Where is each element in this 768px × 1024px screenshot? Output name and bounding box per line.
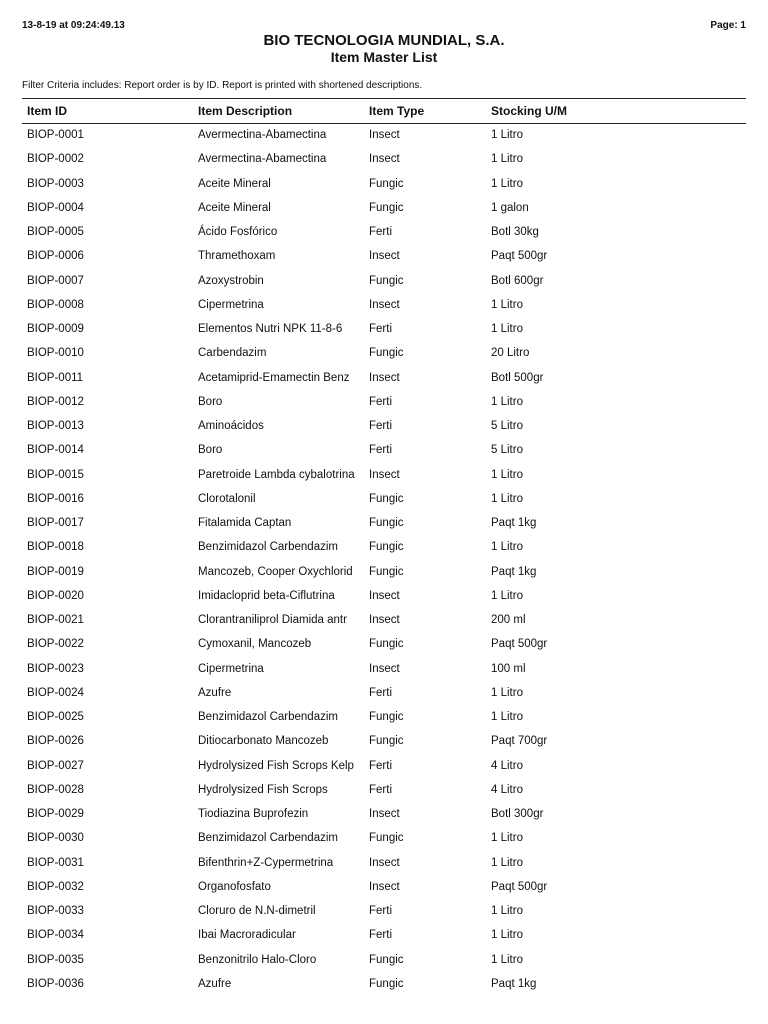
stocking-um-cell: Paqt 1kg — [491, 977, 537, 990]
stocking-um-cell: Paqt 1kg — [491, 517, 537, 529]
stocking-um-cell: 1 Litro — [491, 129, 523, 141]
stocking-um-cell: 1 galon — [491, 201, 529, 214]
stocking-um-cell: 5 Litro — [491, 420, 523, 432]
item-type-cell: Insect — [369, 589, 400, 602]
table-row — [0, 611, 768, 635]
item-type-cell: Fungic — [369, 565, 404, 578]
stocking-um-cell: 4 Litro — [491, 759, 523, 772]
item-type-cell: Insect — [369, 298, 400, 311]
item-type-cell: Insect — [369, 129, 400, 141]
table-row — [0, 878, 768, 902]
table-row — [0, 684, 768, 708]
item-id-cell: BIOP-0023 — [27, 662, 84, 675]
item-type-cell: Fungic — [369, 492, 404, 505]
item-description-cell: Elementos Nutri NPK 11-8-6 — [198, 323, 343, 335]
item-id-cell: BIOP-0004 — [27, 201, 84, 214]
stocking-um-cell: Paqt 500gr — [491, 250, 548, 263]
table-row — [0, 344, 768, 368]
column-header-stocking-um: Stocking U/M — [491, 104, 568, 118]
stocking-um-cell: Paqt 500gr — [491, 638, 548, 651]
item-id-cell: BIOP-0022 — [27, 638, 84, 651]
item-id-cell: BIOP-0033 — [27, 905, 84, 917]
item-id-cell: BIOP-0029 — [27, 808, 84, 820]
filter-criteria: Filter Criteria includes: Report order is by ID. Report is printed with shortened descriptions. — [22, 80, 423, 91]
table-row — [0, 247, 768, 271]
item-description-cell: Avermectina-Abamectina — [198, 153, 327, 166]
item-description-cell: Avermectina-Abamectina — [198, 129, 327, 141]
item-description-cell: Cymoxanil, Mancozeb — [198, 638, 312, 651]
item-id-cell: BIOP-0030 — [27, 832, 84, 845]
item-type-cell: Ferti — [369, 395, 392, 408]
page-number: Page: 1 — [710, 20, 746, 31]
item-id-cell: BIOP-0009 — [27, 323, 84, 335]
item-id-cell: BIOP-0010 — [27, 347, 84, 360]
item-type-cell: Fungic — [369, 638, 404, 651]
stocking-um-cell: 4 Litro — [491, 783, 523, 796]
item-description-cell: Organofosfato — [198, 880, 271, 893]
item-type-cell: Ferti — [369, 905, 392, 917]
table-row — [0, 635, 768, 659]
item-description-cell: Thramethoxam — [198, 250, 276, 263]
table-row — [0, 757, 768, 781]
item-type-cell: Insect — [369, 371, 400, 384]
column-header-item-type: Item Type — [369, 104, 425, 118]
table-row — [0, 199, 768, 223]
stocking-um-cell: 1 Litro — [491, 153, 523, 166]
stocking-um-cell: 1 Litro — [491, 953, 523, 966]
table-row — [0, 829, 768, 853]
item-type-cell: Insect — [369, 856, 400, 869]
item-type-cell: Ferti — [369, 444, 392, 457]
item-id-cell: BIOP-0006 — [27, 250, 84, 263]
stocking-um-cell: Botl 30kg — [491, 226, 539, 238]
item-id-cell: BIOP-0024 — [27, 686, 84, 699]
stocking-um-cell: 1 Litro — [491, 929, 523, 942]
item-description-cell: Boro — [198, 444, 223, 457]
item-id-cell: BIOP-0005 — [27, 226, 84, 238]
item-description-cell: Cipermetrina — [198, 662, 264, 675]
item-type-cell: Fungic — [369, 347, 404, 360]
stocking-um-cell: 1 Litro — [491, 468, 523, 481]
item-type-cell: Ferti — [369, 420, 392, 432]
item-id-cell: BIOP-0036 — [27, 977, 84, 990]
item-id-cell: BIOP-0018 — [27, 541, 84, 554]
item-id-cell: BIOP-0016 — [27, 492, 84, 505]
stocking-um-cell: 5 Litro — [491, 444, 523, 457]
item-id-cell: BIOP-0026 — [27, 735, 84, 748]
item-id-cell: BIOP-0035 — [27, 953, 84, 966]
stocking-um-cell: 200 ml — [491, 614, 526, 626]
item-id-cell: BIOP-0031 — [27, 856, 84, 869]
table-row — [0, 805, 768, 829]
item-description-cell: Paretroide Lambda cybalotrina — [198, 468, 355, 481]
stocking-um-cell: 1 Litro — [491, 711, 523, 723]
item-description-cell: Benzimidazol Carbendazim — [198, 541, 338, 554]
table-row — [0, 732, 768, 756]
item-id-cell: BIOP-0012 — [27, 395, 84, 408]
item-type-cell: Fungic — [369, 832, 404, 845]
stocking-um-cell: Botl 500gr — [491, 371, 544, 384]
item-description-cell: Mancozeb, Cooper Oxychlorid — [198, 565, 353, 578]
item-id-cell: BIOP-0020 — [27, 589, 84, 602]
item-description-cell: Ibai Macroradicular — [198, 929, 296, 942]
item-type-cell: Fungic — [369, 711, 404, 723]
stocking-um-cell: 1 Litro — [491, 541, 523, 554]
table-row — [0, 223, 768, 247]
item-id-cell: BIOP-0027 — [27, 759, 84, 772]
item-type-cell: Ferti — [369, 783, 392, 796]
item-type-cell: Insect — [369, 468, 400, 481]
item-id-cell: BIOP-0015 — [27, 468, 84, 481]
stocking-um-cell: 20 Litro — [491, 347, 530, 360]
table-row — [0, 296, 768, 320]
table-row — [0, 926, 768, 950]
item-description-cell: Boro — [198, 395, 223, 408]
table-row — [0, 781, 768, 805]
item-description-cell: Acetamiprid-Emamectin Benz — [198, 371, 350, 384]
item-description-cell: Benzimidazol Carbendazim — [198, 832, 338, 845]
item-type-cell: Insect — [369, 614, 400, 626]
item-description-cell: Hydrolysized Fish Scrops Kelp — [198, 759, 354, 772]
table-row — [0, 563, 768, 587]
item-id-cell: BIOP-0007 — [27, 274, 84, 287]
item-id-cell: BIOP-0013 — [27, 420, 84, 432]
stocking-um-cell: 1 Litro — [491, 323, 523, 335]
item-id-cell: BIOP-0011 — [27, 371, 84, 384]
item-type-cell: Insect — [369, 153, 400, 166]
stocking-um-cell: 1 Litro — [491, 492, 523, 505]
item-type-cell: Fungic — [369, 274, 404, 287]
item-type-cell: Fungic — [369, 541, 404, 554]
item-description-cell: Ácido Fosfórico — [198, 226, 278, 238]
item-description-cell: Aceite Mineral — [198, 201, 271, 214]
item-description-cell: Imidacloprid beta-Ciflutrina — [198, 589, 335, 602]
item-id-cell: BIOP-0025 — [27, 711, 84, 723]
stocking-um-cell: 1 Litro — [491, 905, 523, 917]
item-id-cell: BIOP-0008 — [27, 298, 84, 311]
item-type-cell: Ferti — [369, 929, 392, 942]
item-description-cell: Cipermetrina — [198, 298, 264, 311]
item-id-cell: BIOP-0014 — [27, 444, 84, 457]
item-type-cell: Insect — [369, 880, 400, 893]
table-row — [0, 660, 768, 684]
table-row — [0, 272, 768, 296]
table-row — [0, 902, 768, 926]
item-type-cell: Fungic — [369, 953, 404, 966]
report-timestamp: 13-8-19 at 09:24:49.13 — [22, 20, 125, 31]
table-row — [0, 514, 768, 538]
item-type-cell: Insect — [369, 808, 400, 820]
item-type-cell: Ferti — [369, 323, 392, 335]
item-description-cell: Carbendazim — [198, 347, 267, 360]
item-id-cell: BIOP-0021 — [27, 614, 84, 626]
stocking-um-cell: 1 Litro — [491, 395, 523, 408]
item-type-cell: Ferti — [369, 226, 392, 238]
item-type-cell: Ferti — [369, 759, 392, 772]
stocking-um-cell: 100 ml — [491, 662, 526, 675]
item-description-cell: Clorantraniliprol Diamida antr — [198, 614, 347, 626]
table-row — [0, 369, 768, 393]
item-type-cell: Fungic — [369, 977, 404, 990]
item-table-body — [0, 126, 768, 999]
stocking-um-cell: 1 Litro — [491, 686, 523, 699]
table-row — [0, 393, 768, 417]
item-type-cell: Fungic — [369, 177, 404, 190]
item-description-cell: Fitalamida Captan — [198, 517, 292, 529]
item-type-cell: Fungic — [369, 517, 404, 529]
item-description-cell: Azufre — [198, 686, 232, 699]
stocking-um-cell: 1 Litro — [491, 177, 523, 190]
item-description-cell: Aminoácidos — [198, 420, 264, 432]
item-description-cell: Bifenthrin+Z-Cypermetrina — [198, 856, 334, 869]
table-row — [0, 951, 768, 975]
item-description-cell: Ditiocarbonato Mancozeb — [198, 735, 329, 748]
item-type-cell: Ferti — [369, 686, 392, 699]
item-id-cell: BIOP-0002 — [27, 153, 84, 166]
item-type-cell: Fungic — [369, 735, 404, 748]
item-description-cell: Azufre — [198, 977, 232, 990]
table-row — [0, 175, 768, 199]
table-row — [0, 126, 768, 150]
item-id-cell: BIOP-0003 — [27, 177, 84, 190]
item-id-cell: BIOP-0034 — [27, 929, 84, 942]
stocking-um-cell: Paqt 700gr — [491, 735, 548, 748]
table-row — [0, 587, 768, 611]
table-row — [0, 708, 768, 732]
item-description-cell: Clorotalonil — [198, 492, 256, 505]
item-id-cell: BIOP-0032 — [27, 880, 84, 893]
table-row — [0, 441, 768, 465]
header-bottom-rule — [22, 123, 746, 124]
stocking-um-cell: Botl 300gr — [491, 808, 544, 820]
item-description-cell: Tiodiazina Buprofezin — [198, 808, 309, 820]
item-description-cell: Benzonitrilo Halo-Cloro — [198, 953, 317, 966]
report-title: Item Master List — [330, 49, 438, 65]
item-type-cell: Insect — [369, 250, 400, 263]
table-row — [0, 538, 768, 562]
table-row — [0, 854, 768, 878]
stocking-um-cell: Paqt 500gr — [491, 880, 548, 893]
column-header-item-description: Item Description — [198, 104, 293, 118]
table-row — [0, 490, 768, 514]
item-description-cell: Hydrolysized Fish Scrops — [198, 783, 328, 796]
item-description-cell: Benzimidazol Carbendazim — [198, 711, 338, 723]
stocking-um-cell: 1 Litro — [491, 589, 523, 602]
stocking-um-cell: Paqt 1kg — [491, 565, 537, 578]
table-row — [0, 975, 768, 999]
item-id-cell: BIOP-0017 — [27, 517, 84, 529]
item-id-cell: BIOP-0028 — [27, 783, 84, 796]
item-description-cell: Cloruro de N.N-dimetril — [198, 905, 316, 917]
item-type-cell: Insect — [369, 662, 400, 675]
table-header — [0, 104, 768, 118]
item-id-cell: BIOP-0001 — [27, 129, 84, 141]
stocking-um-cell: 1 Litro — [491, 832, 523, 845]
table-row — [0, 150, 768, 174]
item-id-cell: BIOP-0019 — [27, 565, 84, 578]
stocking-um-cell: 1 Litro — [491, 856, 523, 869]
stocking-um-cell: 1 Litro — [491, 298, 523, 311]
header-top-rule — [22, 98, 746, 99]
table-row — [0, 320, 768, 344]
table-row — [0, 466, 768, 490]
stocking-um-cell: Botl 600gr — [491, 274, 544, 287]
company-name: BIO TECNOLOGIA MUNDIAL, S.A. — [263, 32, 505, 49]
item-type-cell: Fungic — [369, 201, 404, 214]
item-description-cell: Azoxystrobin — [198, 274, 264, 287]
table-row — [0, 417, 768, 441]
item-description-cell: Aceite Mineral — [198, 177, 271, 190]
column-header-item-id: Item ID — [27, 104, 68, 118]
